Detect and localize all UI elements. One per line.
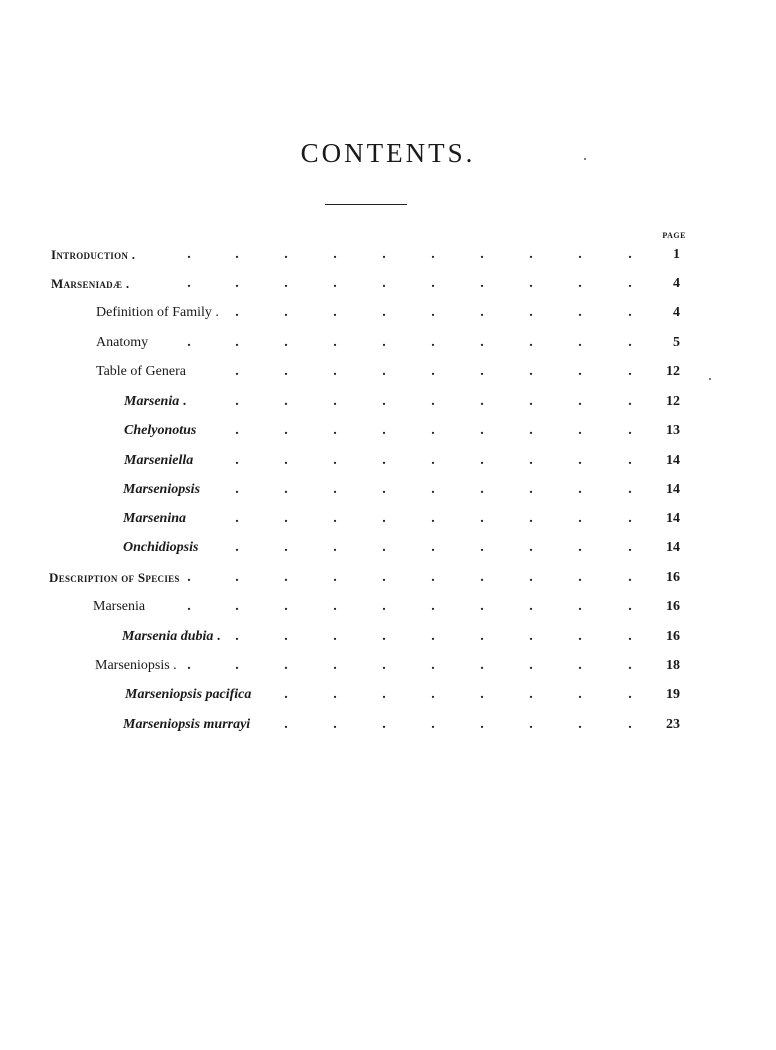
leader-dot: . [187, 599, 191, 614]
leader-dot: . [431, 511, 435, 526]
leader-dot: . [431, 629, 435, 644]
leader-dot: . [382, 511, 386, 526]
leader-dot: . [235, 658, 239, 673]
leader-dot: . [333, 629, 337, 644]
toc-label: Description of Species [49, 570, 180, 585]
leader-dot: . [431, 335, 435, 350]
toc-entry-chelyonotus[interactable] [0, 420, 776, 442]
leader-dot: . [480, 305, 484, 320]
leader-dot: . [431, 658, 435, 673]
leader-dot: . [480, 511, 484, 526]
toc-page-number: 23 [666, 717, 680, 732]
toc-entry-table-of-genera[interactable] [0, 361, 776, 383]
leader-dot: . [628, 599, 632, 614]
toc-label: Marseniopsis pacifica [125, 687, 252, 702]
leader-dot: . [578, 335, 582, 350]
leader-dot: . [187, 570, 191, 585]
leader-dot: . [235, 482, 239, 497]
toc-suffix: . [215, 305, 219, 320]
leader-dot: . [431, 423, 435, 438]
leader-dot: . [382, 717, 386, 732]
leader-dot: . [235, 276, 239, 291]
leader-dot: . [578, 570, 582, 585]
leader-dot: . [382, 570, 386, 585]
leader-dot: . [529, 629, 533, 644]
toc-entry-anatomy[interactable] [0, 332, 776, 354]
leader-dot: . [284, 364, 288, 379]
leader-dot: . [187, 335, 191, 350]
leader-dot: . [628, 364, 632, 379]
leader-dot: . [235, 364, 239, 379]
leader-dot: . [480, 276, 484, 291]
leader-dot: . [284, 305, 288, 320]
leader-dot: . [284, 482, 288, 497]
leader-dot: . [578, 305, 582, 320]
leader-dot: . [235, 394, 239, 409]
leader-dot: . [529, 717, 533, 732]
leader-dot: . [431, 394, 435, 409]
leader-dot: . [382, 687, 386, 702]
leader-dot: . [187, 276, 191, 291]
leader-dot: . [284, 394, 288, 409]
leader-dot: . [333, 423, 337, 438]
leader-dot: . [333, 570, 337, 585]
leader-dot: . [529, 364, 533, 379]
leader-dot: . [382, 423, 386, 438]
leader-dot: . [235, 540, 239, 555]
leader-dot: . [333, 599, 337, 614]
toc-page-number: 4 [673, 276, 680, 291]
leader-dot: . [284, 717, 288, 732]
leader-dot: . [529, 687, 533, 702]
leader-dot: . [628, 394, 632, 409]
leader-dot: . [529, 658, 533, 673]
leader-dot: . [431, 570, 435, 585]
toc-entry-introduction[interactable] [0, 244, 776, 266]
leader-dot: . [628, 482, 632, 497]
leader-dot: . [529, 394, 533, 409]
leader-dot: . [333, 482, 337, 497]
toc-label: Definition of Family [96, 305, 212, 320]
toc-entry-marsenia-genus[interactable] [0, 391, 776, 413]
toc-page-number: 14 [666, 482, 680, 497]
toc-label: Marsenina [123, 511, 187, 526]
leader-dot: . [480, 717, 484, 732]
toc-entry-marsenia-species-group[interactable] [0, 596, 776, 618]
toc-suffix: . [216, 629, 221, 644]
toc-label: Chelyonotus [124, 423, 197, 438]
leader-dot: . [578, 453, 582, 468]
leader-dot: . [578, 276, 582, 291]
leader-dot: . [431, 305, 435, 320]
leader-dot: . [628, 423, 632, 438]
leader-dot: . [628, 717, 632, 732]
leader-dot: . [578, 511, 582, 526]
leader-dot: . [333, 717, 337, 732]
leader-dot: . [235, 335, 239, 350]
toc-label: Marsenia [124, 394, 180, 409]
leader-dot: . [284, 658, 288, 673]
leader-dot: . [628, 305, 632, 320]
leader-dot: . [480, 540, 484, 555]
toc-label: Marseniopsis [123, 482, 201, 497]
toc-suffix: . [131, 247, 136, 262]
leader-dot: . [529, 570, 533, 585]
leader-dot: . [382, 305, 386, 320]
toc-entry-description-of-species[interactable] [0, 567, 776, 589]
toc-suffix: . [125, 276, 130, 291]
toc-page-number: 1 [673, 247, 680, 262]
leader-dot: . [235, 570, 239, 585]
toc-label: Marseniadæ [51, 276, 123, 291]
leader-dot: . [284, 423, 288, 438]
leader-dot: . [333, 276, 337, 291]
toc-entry-definition-of-family[interactable] [0, 302, 776, 324]
leader-dot: . [578, 540, 582, 555]
leader-dot: . [578, 629, 582, 644]
leader-dot: . [480, 247, 484, 262]
toc-page-number: 12 [666, 364, 680, 379]
toc-entry-marseniopsis-murrayi[interactable] [0, 714, 776, 736]
leader-dot: . [284, 276, 288, 291]
page-title: CONTENTS. [300, 138, 476, 168]
leader-dot: . [578, 423, 582, 438]
leader-dot: . [480, 394, 484, 409]
leader-dot: . [382, 599, 386, 614]
leader-dot: . [382, 335, 386, 350]
leader-dot: . [235, 629, 239, 644]
leader-dot: . [187, 658, 191, 673]
leader-dot: . [628, 687, 632, 702]
leader-dot: . [333, 658, 337, 673]
leader-dot: . [382, 247, 386, 262]
toc-label: Introduction [51, 247, 129, 262]
leader-dot: . [333, 364, 337, 379]
leader-dot: . [578, 394, 582, 409]
leader-dot: . [382, 453, 386, 468]
leader-dot: . [333, 247, 337, 262]
leader-dot: . [333, 394, 337, 409]
toc-label: Table of Genera [96, 364, 186, 379]
leader-dot: . [235, 599, 239, 614]
leader-dot: . [578, 658, 582, 673]
leader-dot: . [529, 335, 533, 350]
leader-dot: . [529, 453, 533, 468]
leader-dot: . [431, 687, 435, 702]
toc-label: Onchidiopsis [123, 540, 199, 555]
toc-entry-marseniopsis-genus[interactable] [0, 479, 776, 501]
leader-dot: . [382, 540, 386, 555]
leader-dot: . [480, 599, 484, 614]
leader-dot: . [628, 658, 632, 673]
toc-page-number: 16 [666, 570, 680, 585]
leader-dot: . [529, 540, 533, 555]
leader-dot: . [431, 717, 435, 732]
leader-dot: . [480, 423, 484, 438]
leader-dot: . [284, 629, 288, 644]
leader-dot: . [333, 511, 337, 526]
leader-dot: . [529, 305, 533, 320]
leader-dot: . [333, 687, 337, 702]
leader-dot: . [578, 482, 582, 497]
toc-page-number: 13 [666, 423, 680, 438]
toc-entry-marseniella[interactable] [0, 450, 776, 472]
leader-dot: . [628, 540, 632, 555]
leader-dot: . [529, 599, 533, 614]
toc-page-number: 12 [666, 394, 680, 409]
leader-dot: . [284, 599, 288, 614]
leader-dot: . [333, 305, 337, 320]
toc-label: Marsenia dubia [122, 629, 214, 644]
toc-entry-marseniadae[interactable] [0, 273, 776, 295]
leader-dot: . [235, 423, 239, 438]
leader-dot: . [578, 717, 582, 732]
leader-dot: . [578, 247, 582, 262]
leader-dot: . [431, 540, 435, 555]
leader-dot: . [529, 423, 533, 438]
leader-dot: . [529, 247, 533, 262]
toc-entry-onchidiopsis[interactable] [0, 537, 776, 559]
leader-dot: . [187, 247, 191, 262]
print-speck [584, 158, 586, 160]
leader-dot: . [333, 453, 337, 468]
leader-dot: . [382, 658, 386, 673]
leader-dot: . [480, 335, 484, 350]
leader-dot: . [628, 629, 632, 644]
leader-dot: . [578, 599, 582, 614]
toc-page-number: 14 [666, 453, 680, 468]
page-column-header: PAGE [662, 231, 686, 240]
leader-dot: . [284, 453, 288, 468]
leader-dot: . [578, 687, 582, 702]
leader-dot: . [431, 453, 435, 468]
toc-page-number: 19 [666, 687, 680, 702]
leader-dot: . [628, 570, 632, 585]
leader-dot: . [480, 658, 484, 673]
leader-dot: . [333, 540, 337, 555]
toc-page-number: 14 [666, 540, 680, 555]
toc-label: Marsenia [93, 599, 146, 614]
leader-dot: . [382, 364, 386, 379]
leader-dot: . [480, 482, 484, 497]
toc-label: Marseniopsis [95, 658, 170, 673]
leader-dot: . [529, 482, 533, 497]
leader-dot: . [431, 482, 435, 497]
leader-dot: . [284, 540, 288, 555]
toc-page-number: 5 [673, 335, 680, 350]
toc-label: Anatomy [96, 335, 149, 350]
leader-dot: . [235, 511, 239, 526]
leader-dot: . [431, 599, 435, 614]
leader-dot: . [628, 247, 632, 262]
leader-dot: . [235, 247, 239, 262]
toc-label: Marseniella [124, 453, 194, 468]
leader-dot: . [480, 629, 484, 644]
leader-dot: . [431, 247, 435, 262]
toc-page-number: 18 [666, 658, 680, 673]
leader-dot: . [284, 335, 288, 350]
leader-dot: . [382, 482, 386, 497]
toc-page-number: 16 [666, 599, 680, 614]
toc-entry-marseniopsis-pacifica[interactable] [0, 684, 776, 706]
leader-dot: . [235, 305, 239, 320]
leader-dot: . [480, 687, 484, 702]
leader-dot: . [333, 335, 337, 350]
leader-dot: . [578, 364, 582, 379]
leader-dot: . [382, 276, 386, 291]
toc-entry-marseniopsis-species-group[interactable] [0, 655, 776, 677]
leader-dot: . [480, 364, 484, 379]
toc-suffix: . [173, 658, 177, 673]
toc-page-number: 16 [666, 629, 680, 644]
leader-dot: . [431, 364, 435, 379]
leader-dot: . [480, 453, 484, 468]
leader-dot: . [382, 629, 386, 644]
leader-dot: . [284, 247, 288, 262]
leader-dot: . [628, 453, 632, 468]
toc-entry-marsenia-dubia[interactable] [0, 626, 776, 648]
toc-entry-marsenina[interactable] [0, 508, 776, 530]
leader-dot: . [284, 570, 288, 585]
leader-dot: . [628, 335, 632, 350]
leader-dot: . [628, 276, 632, 291]
leader-dot: . [284, 687, 288, 702]
leader-dot: . [431, 276, 435, 291]
leader-dot: . [284, 511, 288, 526]
print-speck [709, 378, 711, 380]
leader-dot: . [628, 511, 632, 526]
leader-dot: . [480, 570, 484, 585]
toc-page-number: 14 [666, 511, 680, 526]
leader-dot: . [235, 453, 239, 468]
toc-label: Marseniopsis murrayi [123, 717, 251, 732]
leader-dot: . [529, 276, 533, 291]
leader-dot: . [382, 394, 386, 409]
leader-dot: . [529, 511, 533, 526]
toc-suffix: . [182, 394, 187, 409]
toc-page-number: 4 [673, 305, 680, 320]
